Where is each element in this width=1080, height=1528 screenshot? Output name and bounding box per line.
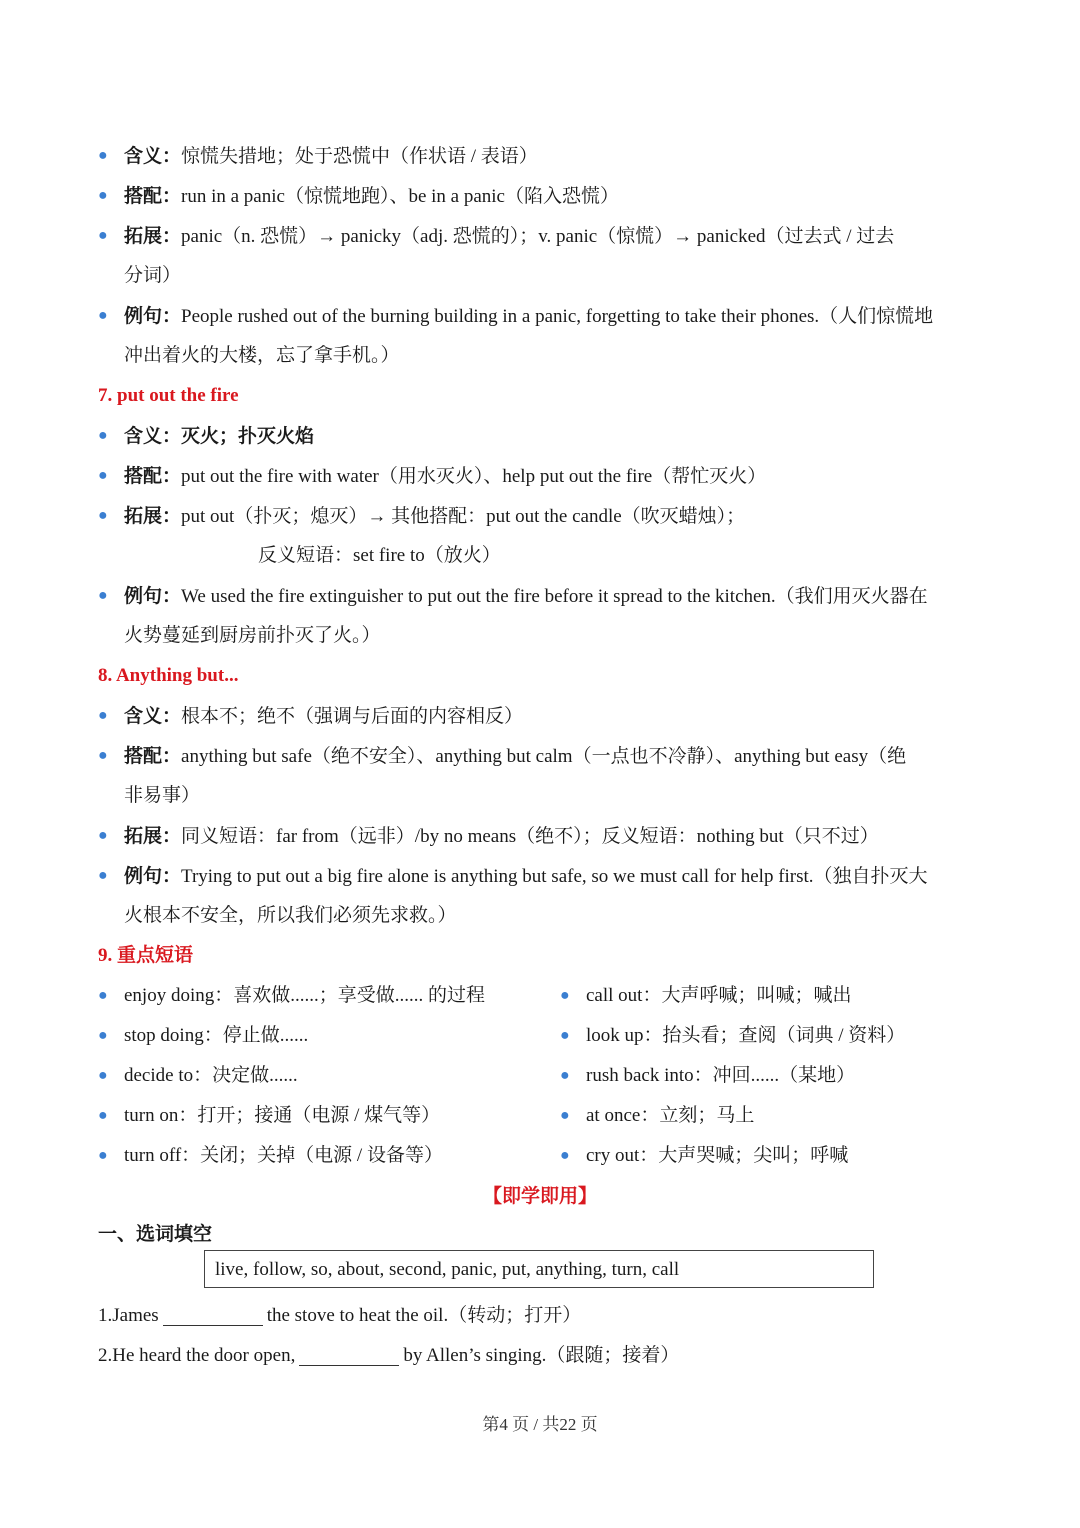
heading-text: 8. Anything but... <box>98 665 239 686</box>
label: 拓展： <box>124 825 182 847</box>
text: People rushed out of the burning building in a panic, forgetting to take their phones.（人们惊慌地 <box>181 306 934 327</box>
text: put out the fire with water（用水灭火）、help put out the fire（帮忙灭火） <box>181 466 767 487</box>
page-footer: 第4 页 / 共22 页 <box>482 1415 598 1434</box>
question-2-start: 2.He heard the door open, <box>98 1345 296 1366</box>
bullet-icon: ● <box>98 147 108 164</box>
text: Trying to put out a big fire alone is anything but safe, so we must call for help first.（独自扑灭大 <box>181 866 928 887</box>
bullet-icon: ● <box>98 987 108 1004</box>
question-1-start: 1.James <box>98 1305 159 1326</box>
phrase-left: turn on：打开；接通（电源 / 煤气等） <box>124 1105 441 1126</box>
answer-blank[interactable] <box>299 1347 399 1366</box>
label: 拓展： <box>124 505 182 527</box>
bullet-icon: ● <box>98 187 108 204</box>
text: 灭火；扑灭火焰 <box>181 425 315 447</box>
bullet-icon: ● <box>98 307 108 324</box>
bullet-icon: ● <box>560 1027 570 1044</box>
question-1-end: the stove to heat the oil.（转动；打开） <box>266 1305 582 1326</box>
label: 搭配： <box>124 185 182 207</box>
phrase-left: stop doing：停止做...... <box>124 1025 309 1046</box>
bullet-icon: ● <box>98 867 108 884</box>
text: put out（扑灭；熄灭）→ 其他搭配：put out the candle（吹灭蜡烛）； <box>181 506 746 527</box>
text: 非易事） <box>124 785 201 806</box>
text: 惊慌失措地；处于恐慌中（作状语 / 表语） <box>181 146 538 167</box>
word-bank-box: live, follow, so, about, second, panic, put, anything, turn, call <box>204 1250 874 1288</box>
text: 火势蔓延到厨房前扑灭了火。） <box>124 625 381 646</box>
text: We used the fire extinguisher to put out the fire before it spread to the kitchen.（我们用灭火器在 <box>181 586 928 607</box>
text: panic（n. 恐慌）→ panicky（adj. 恐慌的）；v. panic（惊慌）→ panicked（过去式 / 过去 <box>181 226 895 247</box>
phrase-right: call out：大声呼喊；叫喊；喊出 <box>586 985 852 1006</box>
bullet-icon: ● <box>560 1147 570 1164</box>
phrase-right: rush back into：冲回......（某地） <box>586 1065 856 1086</box>
heading-text: 9. 重点短语 <box>98 945 194 966</box>
practice-title-row <box>0 1176 1080 1216</box>
bullet-icon: ● <box>98 467 108 484</box>
question-1 <box>98 1296 581 1336</box>
phrase-right: look up：抬头看；查阅（词典 / 资料） <box>586 1025 906 1046</box>
bullet-icon: ● <box>98 827 108 844</box>
bullet-icon: ● <box>98 227 108 244</box>
bullet-icon: ● <box>560 1107 570 1124</box>
phrase-left: decide to：决定做...... <box>124 1065 298 1086</box>
text: 分词） <box>124 265 182 286</box>
text: run in a panic（惊慌地跑）、be in a panic（陷入恐慌） <box>181 186 619 207</box>
label: 含义： <box>124 425 182 447</box>
phrase-right: cry out：大声哭喊；尖叫；呼喊 <box>586 1145 849 1166</box>
bullet-icon: ● <box>98 747 108 764</box>
label: 含义： <box>124 705 182 727</box>
text: anything but safe（绝不安全）、anything but calm（一点也不冷静）、anything but easy（绝 <box>181 746 907 767</box>
bullet-icon: ● <box>98 1027 108 1044</box>
bullet-icon: ● <box>98 1147 108 1164</box>
label: 搭配： <box>124 465 182 487</box>
phrase-left: turn off：关闭；关掉（电源 / 设备等） <box>124 1145 443 1166</box>
label: 例句： <box>124 865 182 887</box>
phrase-right: at once：立刻；马上 <box>586 1105 755 1126</box>
practice-title: 【即学即用】 <box>482 1185 597 1207</box>
section-title: 一、选词填空 <box>98 1223 213 1245</box>
answer-blank[interactable] <box>163 1307 263 1326</box>
bullet-icon: ● <box>98 587 108 604</box>
label: 搭配： <box>124 745 182 767</box>
bullet-icon: ● <box>98 1107 108 1124</box>
label: 含义： <box>124 145 182 167</box>
bullet-icon: ● <box>98 1067 108 1084</box>
text: 同义短语：far from（远非）/by no means（绝不）；反义短语：nothing but（只不过） <box>181 826 879 847</box>
label: 拓展： <box>124 225 182 247</box>
question-2 <box>98 1336 679 1376</box>
text: 冲出着火的大楼，忘了拿手机。） <box>124 345 400 366</box>
phrase-left: enjoy doing：喜欢做......；享受做...... 的过程 <box>124 985 485 1006</box>
question-2-end: by Allen’s singing.（跟随；接着） <box>403 1345 680 1366</box>
bullet-icon: ● <box>98 427 108 444</box>
bullet-icon: ● <box>560 1067 570 1084</box>
bullet-icon: ● <box>560 987 570 1004</box>
label: 例句： <box>124 585 182 607</box>
heading-text: 7. put out the fire <box>98 385 239 406</box>
label: 例句： <box>124 305 182 327</box>
text: 反义短语：set fire to（放火） <box>258 545 501 566</box>
bullet-icon: ● <box>98 507 108 524</box>
text: 根本不；绝不（强调与后面的内容相反） <box>181 706 524 727</box>
text: 火根本不安全，所以我们必须先求救。） <box>124 905 457 926</box>
bullet-icon: ● <box>98 707 108 724</box>
